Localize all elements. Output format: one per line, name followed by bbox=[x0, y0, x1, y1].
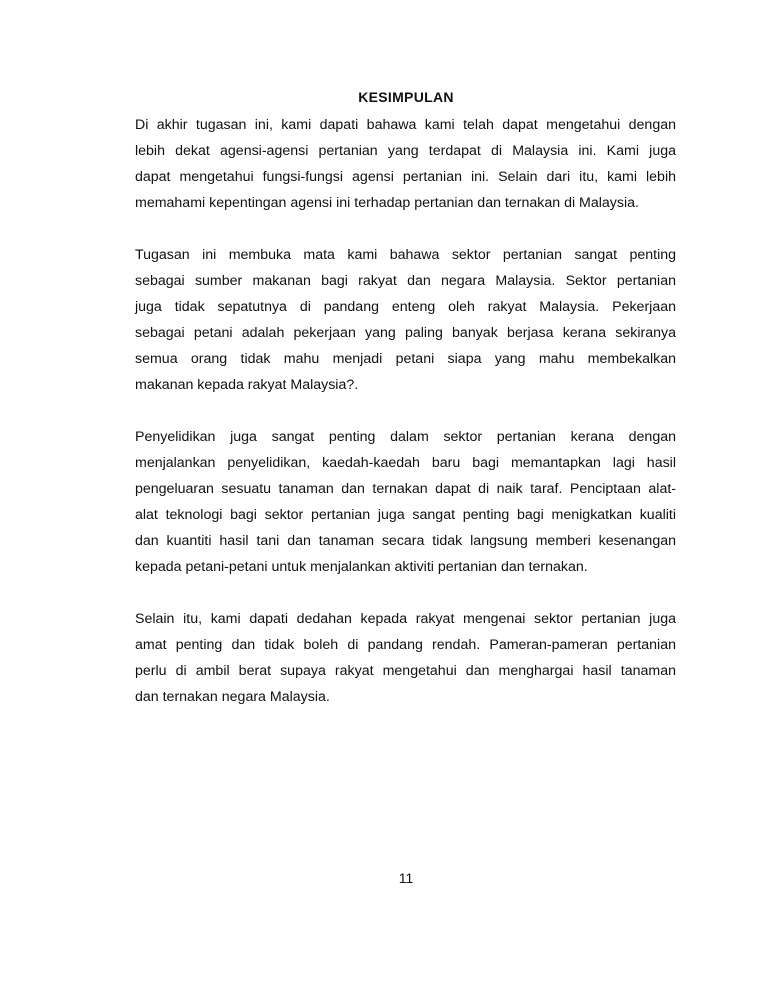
paragraph-line: Tugasan ini membuka mata kami bahawa sektor pertanian sangat penting bbox=[135, 247, 676, 263]
paragraph-line: Di akhir tugasan ini, kami dapati bahawa kami telah dapat mengetahui dengan bbox=[135, 117, 676, 133]
paragraph-2 bbox=[135, 242, 676, 398]
paragraph-line: amat penting dan tidak boleh di pandang rendah. Pameran-pameran pertanian bbox=[135, 637, 676, 653]
body-text bbox=[135, 112, 676, 736]
paragraph-1 bbox=[135, 112, 676, 216]
paragraph-line: pengeluaran sesuatu tanaman dan ternakan dapat di naik taraf. Penciptaan alat- bbox=[135, 481, 676, 497]
paragraph-line: alat teknologi bagi sektor pertanian juga sangat penting bagi menigkatkan kualiti bbox=[135, 507, 676, 523]
paragraph-line: Penyelidikan juga sangat penting dalam sektor pertanian kerana dengan bbox=[135, 429, 676, 445]
paragraph-line: dapat mengetahui fungsi-fungsi agensi pertanian ini. Selain dari itu, kami lebih bbox=[135, 169, 676, 185]
paragraph-line: sebagai sumber makanan bagi rakyat dan negara Malaysia. Sektor pertanian bbox=[135, 273, 676, 289]
page-title: KESIMPULAN bbox=[358, 89, 454, 105]
paragraph-line: perlu di ambil berat supaya rakyat mengetahui dan menghargai hasil tanaman bbox=[135, 663, 676, 679]
paragraph-line: menjalankan penyelidikan, kaedah-kaedah baru bagi memantapkan lagi hasil bbox=[135, 455, 676, 471]
paragraph-line: memahami kepentingan agensi ini terhadap pertanian dan ternakan di Malaysia. bbox=[135, 195, 639, 211]
page-number: 11 bbox=[398, 870, 414, 886]
paragraph-line: semua orang tidak mahu menjadi petani siapa yang mahu membekalkan bbox=[135, 351, 676, 367]
paragraph-line: Selain itu, kami dapati dedahan kepada rakyat mengenai sektor pertanian juga bbox=[135, 611, 676, 627]
paragraph-3 bbox=[135, 424, 676, 580]
paragraph-line: sebagai petani adalah pekerjaan yang paling banyak berjasa kerana sekiranya bbox=[135, 325, 676, 341]
paragraph-line: lebih dekat agensi-agensi pertanian yang terdapat di Malaysia ini. Kami juga bbox=[135, 143, 676, 159]
paragraph-line: kepada petani-petani untuk menjalankan aktiviti pertanian dan ternakan. bbox=[135, 559, 588, 575]
paragraph-line: dan kuantiti hasil tani dan tanaman secara tidak langsung memberi kesenangan bbox=[135, 533, 676, 549]
paragraph-line: makanan kepada rakyat Malaysia?. bbox=[135, 377, 359, 393]
paragraph-line: juga tidak sepatutnya di pandang enteng oleh rakyat Malaysia. Pekerjaan bbox=[135, 299, 676, 315]
paragraph-4 bbox=[135, 606, 676, 710]
paragraph-line: dan ternakan negara Malaysia. bbox=[135, 689, 330, 705]
